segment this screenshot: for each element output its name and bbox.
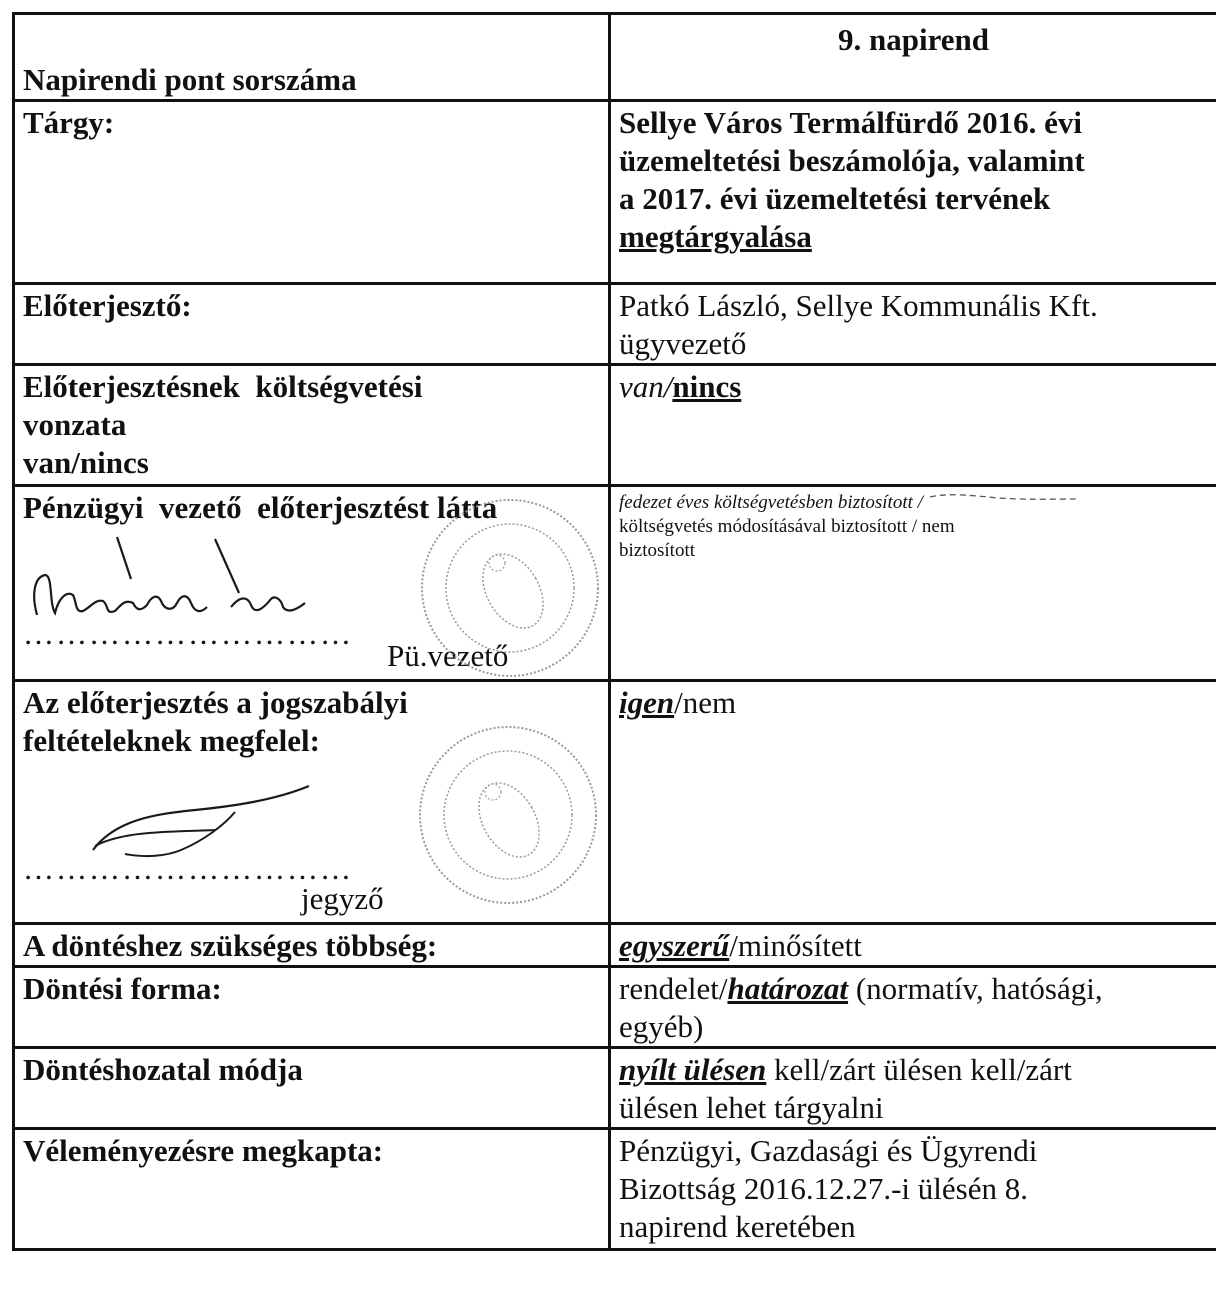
row-presenter <box>14 284 1216 365</box>
legal-compliance-label-line: feltételeknek megfelel: <box>23 723 320 758</box>
majority-value <box>610 924 1216 967</box>
budget-impact-label-line: vonzata <box>23 407 127 442</box>
majority-option-qualified: /minősített <box>729 928 862 963</box>
decision-method-line: ülésen lehet tárgyalni <box>619 1090 884 1125</box>
notary-role-label: jegyző <box>301 881 384 916</box>
subject-label: Tárgy: <box>14 101 610 284</box>
row-majority <box>14 924 1216 967</box>
legal-option-igen: igen <box>619 685 675 720</box>
row-decision-form <box>14 967 1216 1048</box>
agenda-number-label: Napirendi pont sorszáma <box>14 14 610 101</box>
majority-label: A döntéshez szükséges többség: <box>14 924 610 967</box>
legal-compliance-value <box>610 681 1216 924</box>
pen-stroke-icon <box>928 491 1078 505</box>
presenter-label: Előterjesztő: <box>14 284 610 365</box>
presenter-value <box>610 284 1216 365</box>
review-by-line: napirend keretében <box>619 1209 856 1244</box>
agenda-form-table <box>12 12 1216 1251</box>
decision-form-types: (normatív, hatósági, <box>848 971 1103 1006</box>
finance-option-covered: fedezet éves költségvetésben biztosított / <box>619 492 923 513</box>
notary-stamp-icon <box>413 720 603 910</box>
legal-compliance-label-cell <box>14 681 610 924</box>
decision-form-line <box>619 970 1208 1008</box>
row-budget-impact <box>14 365 1216 486</box>
notary-signature-dots: ………………………… <box>23 851 353 886</box>
budget-impact-label <box>14 365 610 486</box>
legal-compliance-label-line: Az előterjesztés a jogszabályi <box>23 685 408 720</box>
row-finance-review <box>14 486 1216 681</box>
presenter-line: Patkó László, Sellye Kommunális Kft. <box>619 288 1098 323</box>
budget-impact-label-line: van/nincs <box>23 445 149 480</box>
decision-method-option-closed: kell/zárt ülésen kell/zárt <box>766 1052 1072 1087</box>
row-agenda-number <box>14 14 1216 101</box>
subject-line: Sellye Város Termálfürdő 2016. évi <box>619 105 1082 140</box>
budget-option-nincs: nincs <box>672 369 742 404</box>
row-subject <box>14 101 1216 284</box>
finance-option-line <box>619 489 1208 515</box>
decision-method-option-open: nyílt ülésen <box>619 1052 767 1087</box>
decision-method-line <box>619 1051 1208 1089</box>
agenda-number-value: 9. napirend <box>610 14 1216 101</box>
legal-option-nem: /nem <box>674 685 737 720</box>
decision-form-option-hatarozat: határozat <box>727 971 849 1006</box>
row-decision-method <box>14 1048 1216 1129</box>
budget-option-van: van/ <box>619 369 673 404</box>
decision-method-value <box>610 1048 1216 1129</box>
budget-impact-value <box>610 365 1216 486</box>
subject-line: a 2017. évi üzemeltetési tervének <box>619 181 1051 216</box>
decision-form-value <box>610 967 1216 1048</box>
majority-option-simple: egyszerű <box>619 928 730 963</box>
review-by-value <box>610 1129 1216 1250</box>
budget-impact-label-line: Előterjesztésnek költségvetési <box>23 369 423 404</box>
finance-option-line: költségvetés módosításával biztosított / nem <box>619 516 955 537</box>
row-legal-compliance <box>14 681 1216 924</box>
finance-role-label: Pü.vezető <box>387 638 509 673</box>
finance-review-label: Pénzügyi vezető előterjesztést látta <box>23 490 498 525</box>
notary-signature <box>85 780 325 860</box>
finance-option-line: biztosított <box>619 540 695 561</box>
review-by-line: Pénzügyi, Gazdasági és Ügyrendi <box>619 1133 1038 1168</box>
subject-line: megtárgyalása <box>619 219 812 254</box>
finance-stamp-icon <box>415 493 605 683</box>
finance-signature-dots: ………………………… <box>23 616 353 651</box>
finance-review-label-cell <box>14 486 610 681</box>
decision-form-label: Döntési forma: <box>14 967 610 1048</box>
review-by-label: Véleményezésre megkapta: <box>14 1129 610 1250</box>
review-by-line: Bizottság 2016.12.27.-i ülésén 8. <box>619 1171 1028 1206</box>
row-review-by <box>14 1129 1216 1250</box>
decision-form-line: egyéb) <box>619 1009 704 1044</box>
decision-form-option-rendelet: rendelet/ <box>619 971 728 1006</box>
finance-review-value <box>610 486 1216 681</box>
presenter-line: ügyvezető <box>619 326 747 361</box>
decision-method-label: Döntéshozatal módja <box>14 1048 610 1129</box>
subject-value <box>610 101 1216 284</box>
subject-line: üzemeltetési beszámolója, valamint <box>619 143 1085 178</box>
